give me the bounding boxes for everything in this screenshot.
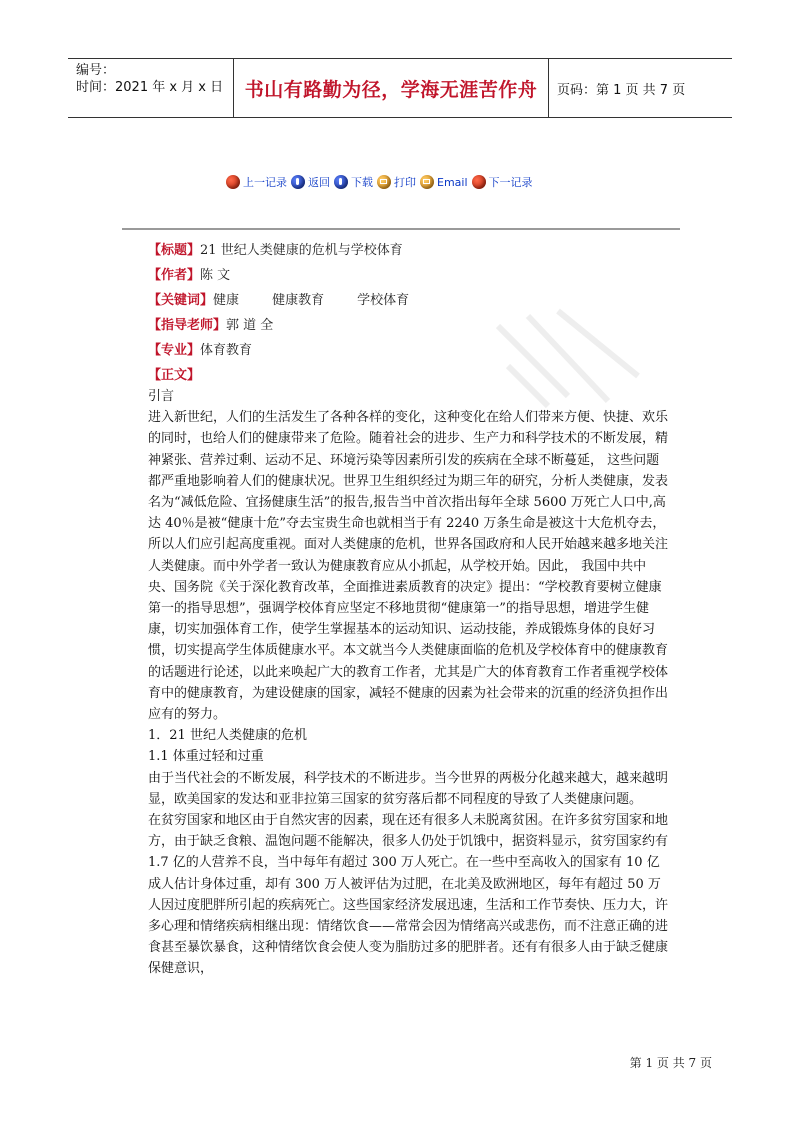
paragraph: 引言: [148, 389, 175, 404]
field-author-key: 【作者】: [148, 268, 201, 283]
nav-back-label: 返回: [308, 176, 330, 189]
field-advisor-value: 郭 道 全: [226, 318, 274, 333]
field-major: [148, 338, 252, 364]
nav-print-label: 打印: [394, 176, 416, 189]
header-meta: [68, 59, 234, 117]
nav-next-label: 下一记录: [488, 176, 533, 189]
section-heading: 1．21 世纪人类健康的危机: [148, 728, 307, 744]
document-header: [68, 58, 732, 118]
field-advisor: [148, 313, 273, 339]
nav-back[interactable]: [291, 174, 330, 190]
field-title-value: 21 世纪人类健康的危机与学校体育: [200, 243, 403, 258]
field-keywords-value: 健康 健康教育 学校体育: [213, 293, 410, 308]
field-title: [148, 238, 403, 264]
red-circle-icon: [472, 175, 486, 189]
red-circle-icon: [226, 175, 240, 189]
divider: [122, 228, 680, 230]
nav-prev-record[interactable]: [226, 174, 287, 190]
nav-prev-label: 上一记录: [243, 176, 287, 189]
nav-email-label: Email: [437, 175, 468, 189]
field-keywords-key: 【关键词】: [148, 293, 214, 308]
field-major-key: 【专业】: [148, 343, 201, 358]
article-body: [148, 386, 668, 980]
field-author-value: 陈 文: [200, 268, 231, 283]
field-body-key: 【正文】: [148, 368, 201, 383]
nav-email[interactable]: [420, 175, 468, 189]
field-keywords: [148, 288, 409, 314]
back-icon: [291, 175, 305, 189]
paragraph: 由于当代社会的不断发展，科学技术的不断进步。当今世界的两极分化越来越大，越来越明显，欧美国家的发达和亚非拉第三国家的贫穷落后都不同程度的导致了人类健康问题。: [148, 770, 669, 807]
paragraph: 进入新世纪，人们的生活发生了各种各样的变化，这种变化在给人们带来方便、快捷、欢乐的同时，也给人们的健康带来了危险。随着社会的进步、生产力和科学技术的不断发展，精神紧张、营养过剩、运动不足、环境污染等因素所引发的疾病在全球不断蔓延， 这些问题都严重地影响着人们的健康状况。世界卫生组织经过为期三年的研究，分析人类健康，发表名为“减低危险、宜扬健康生活”的报告,报告当中首次指出每年全球 5600 万死亡人口中,高达 40％是被“健康十危”夺去宝贵生命也就相当于有 2240 万条生命是被这十大危机夺去，所以人们应引起高度重视。面对人类健康的危机，世界各国政府和人民开始越来越多地关注人类健康。而中外学者一致认为健康教育应从小抓起，从学校开始。因此， 我国中共中央、国务院《关于深化教育改革，全面推进素质教育的决定》提出：“学校教育要树立健康第一的指导思想”，强调学校体育应坚定不移地贯彻“健康第一”的指导思想，增进学生健康，切实加强体育工作，使学生掌握基本的运动知识、运动技能，养成锻炼身体的良好习惯，切实提高学生体质健康水平。本文就当今人类健康面临的危机及学校体育中的健康教育的话题进行论述，以此来唤起广大的教育工作者，尤其是广大的体育教育工作者重视学校体育中的健康教育，为建设健康的国家，减轻不健康的因素为社会带来的沉重的经济负担作出应有的努力。: [148, 410, 669, 723]
nav-download[interactable]: [334, 174, 373, 190]
download-icon: [334, 175, 348, 189]
header-page-label: 页码：第 1 页 共 7 页: [557, 82, 686, 98]
field-advisor-key: 【指导老师】: [148, 318, 227, 333]
record-nav: [226, 174, 533, 190]
header-motto: 书山有路勤为径，学海无涯苦作舟: [234, 59, 549, 117]
field-title-key: 【标题】: [148, 243, 201, 258]
header-number-label: 编号：: [76, 63, 116, 78]
field-author: [148, 263, 230, 289]
page-footer: 第 1 页 共 7 页: [629, 1056, 712, 1070]
field-major-value: 体育教育: [200, 343, 253, 358]
header-time-label: 时间：2021 年 x 月 x 日: [76, 80, 224, 95]
subsection-heading: 1.1 体重过轻和过重: [148, 749, 264, 765]
nav-print[interactable]: [377, 174, 416, 190]
paragraph: 在贫穷国家和地区由于自然灾害的因素，现在还有很多人未脱离贫困。在许多贫穷国家和地方，由于缺乏食粮、温饱问题不能解决，很多人仍处于饥饿中，据资料显示，贫穷国家约有 1.7 亿的人营养不良，当中每年有超过 300 万人死亡。在一些中至高收入的国家有 10 亿成人估计身体过重，却有 300 万人被评估为过肥，在北美及欧洲地区，每年有超过 50 万人因过度肥胖所引起的疾病死亡。这些国家经济发展迅速，生活和工作节奏快、压力大，许多心理和情绪疾病相继出现：情绪饮食——常常会因为情绪高兴或悲伤，而不注意正确的进食甚至暴饮暴食，这种情绪饮食会使人变为脂肪过多的肥胖者。还有有很多人由于缺乏健康保健意识，: [148, 813, 669, 977]
printer-icon: [377, 175, 391, 189]
nav-next-record[interactable]: [472, 174, 533, 190]
email-icon: [420, 175, 434, 189]
nav-download-label: 下载: [351, 176, 373, 189]
